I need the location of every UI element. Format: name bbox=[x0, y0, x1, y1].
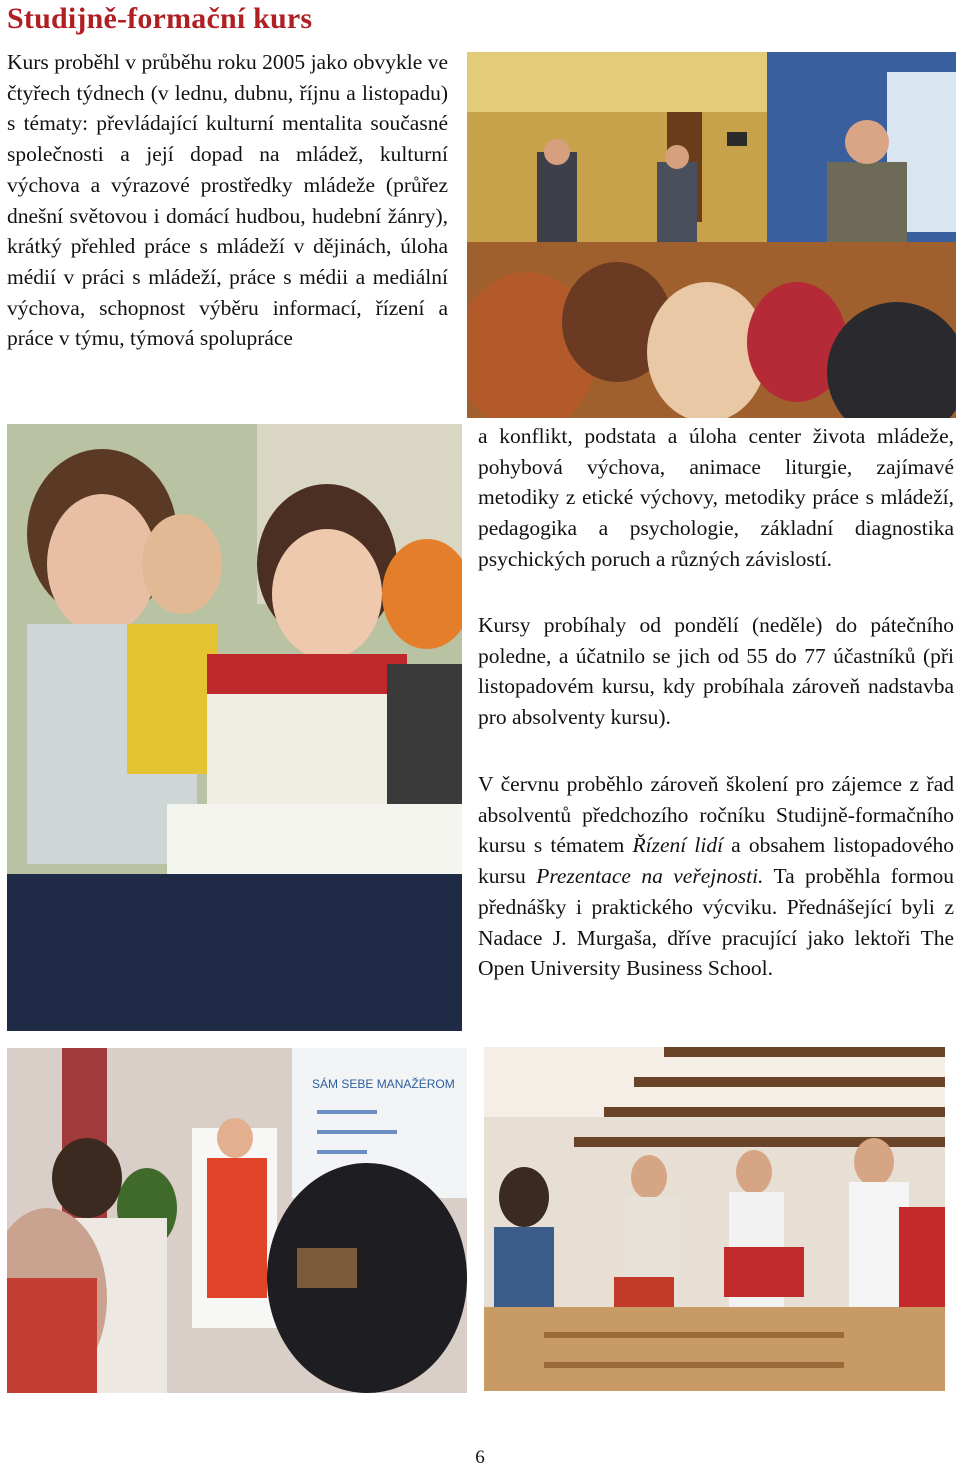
photo-lecture-room bbox=[467, 52, 956, 418]
page-title: Studijně-formační kurs bbox=[7, 2, 313, 35]
photo-presentation bbox=[7, 1048, 467, 1393]
schedule-paragraph: Kursy probíhaly od pondělí (neděle) do pátečního poledne, a účatnilo se jich od 55 do 77 účastníků (při listopadovém kursu, kdy probíhala zároveň nadstavba pro absolventy kursu). bbox=[478, 613, 954, 730]
photo-participants-writing bbox=[7, 424, 462, 1031]
page-number: 6 bbox=[475, 1447, 485, 1468]
intro-paragraph: Kurs proběhl v průběhu roku 2005 jako obvykle ve čtyřech týdnech (v lednu, dubnu, říjnu a listopadu) s tématy: převládající kulturní mentalita současné společnosti a její dopad na mládež, kulturní výchova a výrazové prostředky mládeže (průřez dnešní světovou i domácí hudbou, hudební žánry), krátký přehled práce s mládeží v dějinách, úloha médií v práci s mládeží, práce s médii a mediální výchova, schopnost výběru informací, řízení a práce v týmu, týmová spolupráce bbox=[7, 50, 448, 351]
slide-heading: SÁM SEBE MANAŽÉROM bbox=[312, 1077, 455, 1091]
training-paragraph: V červnu proběhlo zároveň školení pro zájemce z řad absolventů předchozího ročníku Studijně-formačního kursu s tématem Řízení lidí a obsahem listopadového kursu Prezentace na veřejnosti. Ta proběhla formou přednášky i praktického výcviku. Přednášející byli z Nadace J. Murgaša, dříve pracující jako lektoři The Open University Business School. bbox=[478, 772, 954, 981]
photo-group-activity bbox=[484, 1047, 945, 1391]
intro-paragraph-continued: a konflikt, podstata a úloha center života mládeže, pohybová výchova, animace liturgie, zajímavé metodiky z etické výchovy, metodiky práce s mládeží, pedagogika a psychologie, základní diagnostika psychických poruch a různých závislostí. bbox=[478, 424, 954, 571]
